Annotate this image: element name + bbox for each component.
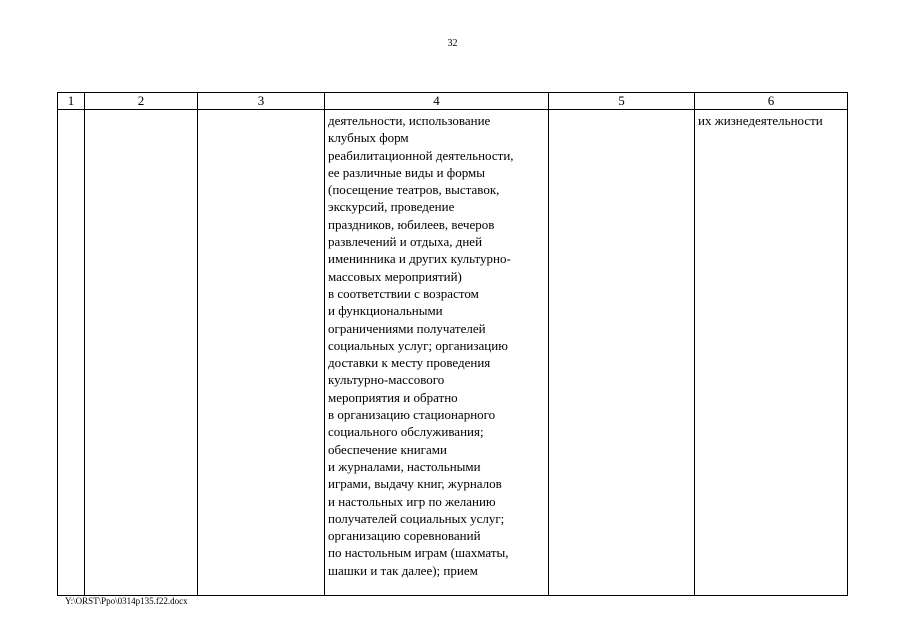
cell-col-1	[58, 110, 85, 596]
description-line: деятельности, использование	[328, 113, 491, 128]
header-cell-4: 4	[325, 93, 549, 110]
cell-col-6	[695, 110, 848, 596]
page-number: 32	[447, 38, 458, 49]
description-line: социального обслуживания;	[328, 424, 484, 440]
description-line: в организацию стационарного	[328, 407, 496, 423]
description-line: экскурсий, проведение	[328, 199, 455, 215]
description-line: реабилитационной деятельности,	[328, 147, 514, 163]
header-cell-6: 6	[695, 93, 848, 110]
header-cell-2: 2	[85, 93, 198, 110]
cell-col-3	[198, 110, 325, 596]
description-line: клубных форм	[328, 130, 409, 146]
description-line: получателей социальных услуг;	[328, 510, 505, 526]
description-line: шашки и так далее); прием	[328, 562, 478, 578]
description-line: по настольным играм (шахматы,	[328, 545, 509, 561]
description-line: массовых мероприятий)	[328, 268, 462, 284]
table-row	[58, 110, 848, 596]
description-line: и журналами, настольными	[328, 458, 481, 474]
description-line: праздников, юбилеев, вечеров	[328, 216, 495, 232]
cell-col-5	[549, 110, 695, 596]
service-description-text	[325, 110, 548, 579]
description-line: (посещение театров, выставок,	[328, 182, 500, 198]
cell-col-4	[325, 110, 549, 596]
header-cell-1: 1	[58, 93, 85, 110]
footer-file-path: Y:\ORST\Ppo\0314p135.f22.docx	[65, 596, 188, 606]
description-line: культурно-массового	[328, 372, 445, 388]
description-line: мероприятия и обратно	[328, 389, 458, 405]
table-header-row	[58, 93, 848, 110]
description-line: и функциональными	[328, 303, 443, 319]
services-table	[57, 92, 848, 596]
description-line: организацию соревнований	[328, 528, 481, 544]
description-line: и настольных игр по желанию	[328, 493, 496, 509]
col6-text: их жизнедеятельности	[698, 113, 823, 128]
description-line: социальных услуг; организацию	[328, 337, 508, 353]
col6-text-block	[695, 110, 847, 129]
header-cell-3: 3	[198, 93, 325, 110]
description-line: именинника и других культурно-	[328, 251, 511, 267]
description-line: доставки к месту проведения	[328, 355, 491, 371]
description-line: ограничениями получателей	[328, 320, 486, 336]
description-line: ее различные виды и формы	[328, 164, 485, 180]
cell-col-2	[85, 110, 198, 596]
description-line: в соответствии с возрастом	[328, 285, 479, 301]
description-line: развлечений и отдыха, дней	[328, 234, 483, 250]
description-line: играми, выдачу книг, журналов	[328, 476, 502, 492]
header-cell-5: 5	[549, 93, 695, 110]
description-line: обеспечение книгами	[328, 441, 447, 457]
